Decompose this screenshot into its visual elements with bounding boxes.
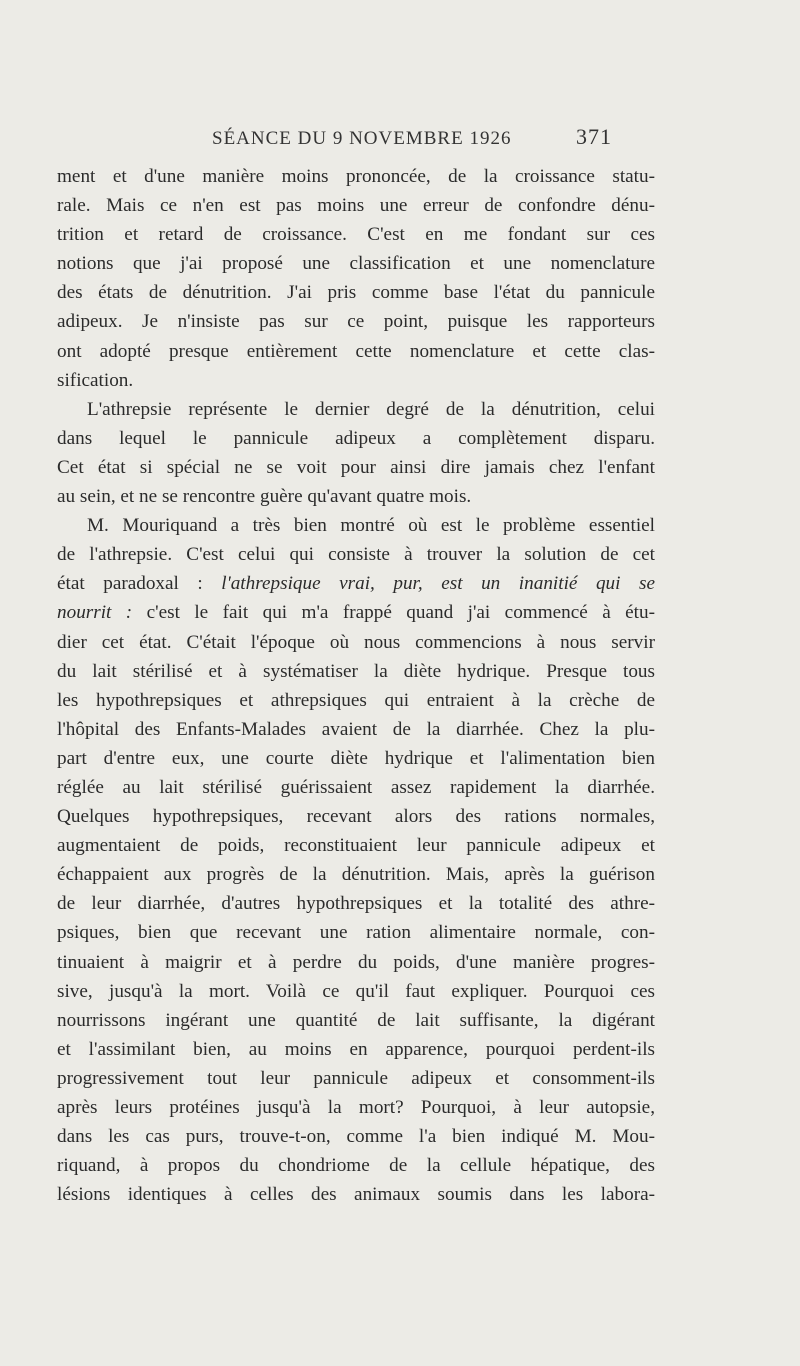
text-line: [57, 598, 655, 627]
text-line: les hypothrepsiques et athrepsiques qui entraient à la crèche de: [57, 689, 655, 711]
running-title: SÉANCE DU 9 NOVEMBRE 1926: [212, 128, 512, 149]
page-number: 371: [576, 124, 612, 149]
text-line: part d'entre eux, une courte diète hydrique et l'alimentation bien: [57, 747, 655, 769]
text-line: sive, jusqu'à la mort. Voilà ce qu'il faut expliquer. Pourquoi ces: [57, 980, 655, 1002]
text-fragment: état paradoxal :: [57, 573, 222, 595]
text-line: M. Mouriquand a très bien montré où est le problème essentiel: [87, 515, 655, 537]
text-line: augmentaient de poids, reconstituaient leur pannicule adipeux et: [57, 835, 655, 857]
text-line: riquand, à propos du chondriome de la cellule hépatique, des: [57, 1155, 655, 1177]
text-line: lésions identiques à celles des animaux soumis dans les labora-: [57, 1184, 655, 1206]
text-line: du lait stérilisé et à systématiser la diète hydrique. Presque tous: [57, 660, 655, 682]
text-line: l'hôpital des Enfants-Malades avaient de la diarrhée. Chez la plu-: [57, 718, 655, 740]
text-line: Cet état si spécial ne se voit pour ainsi dire jamais chez l'enfant: [57, 456, 655, 478]
text-line: dans les cas purs, trouve-t-on, comme l'a bien indiqué M. Mou-: [57, 1126, 655, 1148]
text-line: réglée au lait stérilisé guérissaient assez rapidement la diarrhée.: [57, 776, 655, 798]
text-line: tinuaient à maigrir et à perdre du poids, d'une manière progres-: [57, 951, 655, 973]
italic-fragment: nourrit :: [57, 602, 133, 624]
text-line: sification.: [57, 369, 134, 391]
text-line: progressivement tout leur pannicule adipeux et consomment-ils: [57, 1067, 655, 1089]
text-line: échappaient aux progrès de la dénutrition. Mais, après la guérison: [57, 864, 655, 886]
text-line: de l'athrepsie. C'est celui qui consiste à trouver la solution de cet: [57, 544, 655, 566]
text-line: ont adopté presque entièrement cette nomenclature et cette clas-: [57, 340, 655, 362]
italic-fragment: l'athrepsique vrai, pur, est un inanitié qui se: [221, 573, 655, 595]
text-line: notions que j'ai proposé une classification et une nomenclature: [57, 253, 655, 275]
text-line: ment et d'une manière moins prononcée, de la croissance statu-: [57, 166, 655, 187]
text-line: des états de dénutrition. J'ai pris comme base l'état du pannicule: [57, 282, 655, 304]
text-line: trition et retard de croissance. C'est en me fondant sur ces: [57, 224, 655, 246]
text-line: Quelques hypothrepsiques, recevant alors des rations normales,: [57, 806, 655, 828]
text-line: dier cet état. C'était l'époque où nous commencions à nous servir: [57, 631, 655, 653]
text-line: après leurs protéines jusqu'à la mort? Pourquoi, à leur autopsie,: [57, 1097, 655, 1118]
text-line: au sein, et ne se rencontre guère qu'avant quatre mois.: [57, 486, 472, 508]
text-line: nourrissons ingérant une quantité de lait suffisante, la digérant: [57, 1009, 655, 1031]
text-line: et l'assimilant bien, au moins en apparence, pourquoi perdent-ils: [57, 1038, 655, 1060]
text-line: adipeux. Je n'insiste pas sur ce point, puisque les rapporteurs: [57, 311, 655, 333]
text-fragment: c'est le fait qui m'a frappé quand j'ai commencé à étu-: [132, 602, 655, 624]
text-line: de leur diarrhée, d'autres hypothrepsiques et la totalité des athre-: [57, 893, 655, 915]
text-line: psiques, bien que recevant une ration alimentaire normale, con-: [57, 922, 655, 944]
page-header: [212, 122, 612, 152]
text-line: dans lequel le pannicule adipeux a complètement disparu.: [57, 427, 655, 449]
text-line: [57, 569, 655, 598]
text-line: rale. Mais ce n'en est pas moins une erreur de confondre dénu-: [57, 195, 655, 217]
body-text: [57, 162, 655, 1209]
text-line: L'athrepsie représente le dernier degré de la dénutrition, celui: [87, 398, 655, 420]
